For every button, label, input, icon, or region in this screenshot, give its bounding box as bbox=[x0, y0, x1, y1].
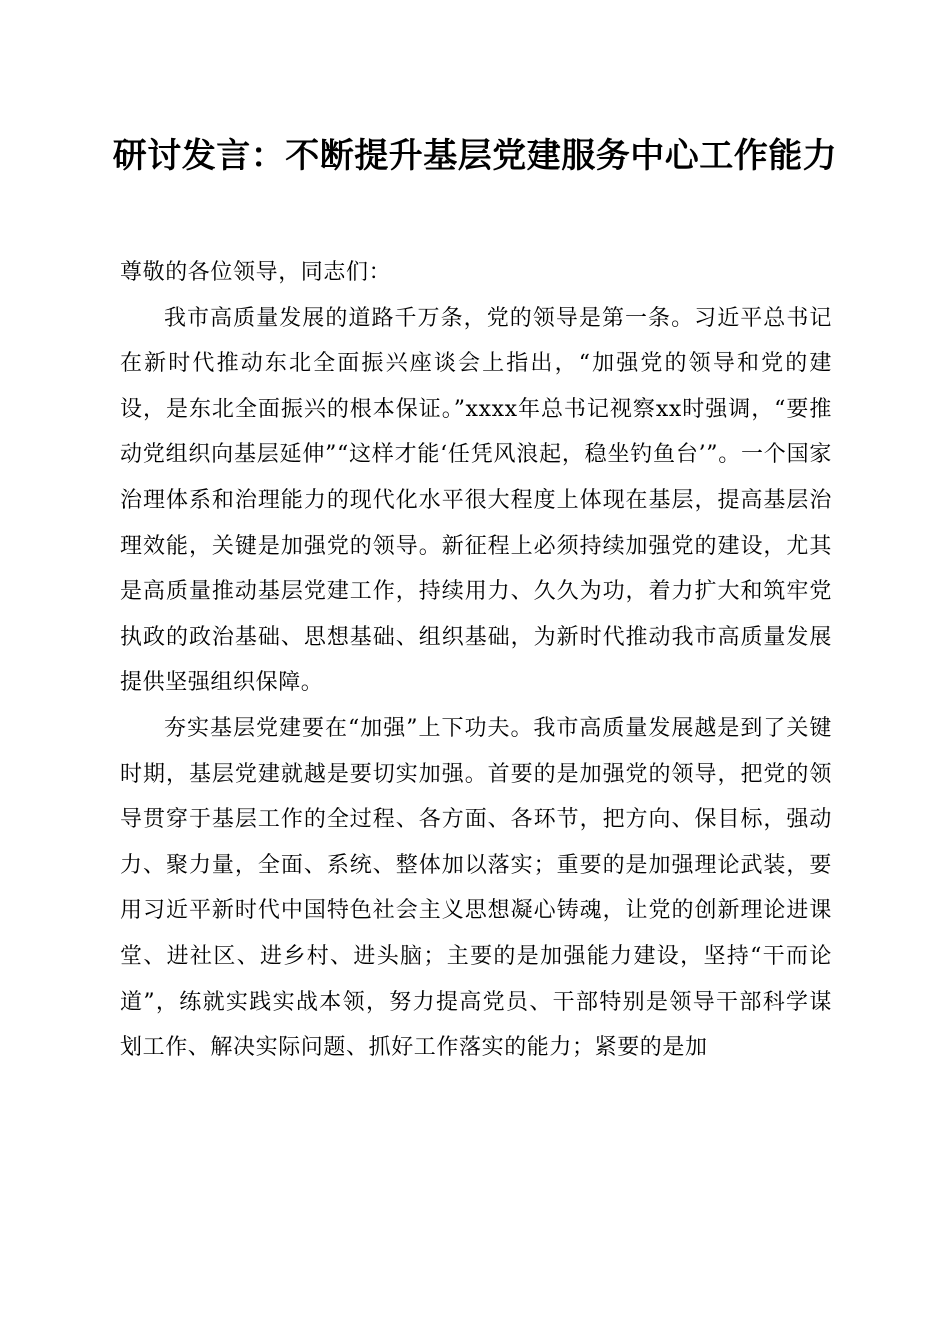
paragraph-1: 我市高质量发展的道路千万条，党的领导是第一条。习近平总书记在新时代推动东北全面振兴座谈会上指出，“加强党的领导和党的建设，是东北全面振兴的根本保证。”xxxx年总书记视察xx时强调，“要推动党组织向基层延伸”“这样才能‘任凭风浪起，稳坐钓鱼台’”。一个国家治理体系和治理能力的现代化水平很大程度上体现在基层，提高基层治理效能，关键是加强党的领导。新征程上必须持续加强党的建设，尤其是高质量推动基层党建工作，持续用力、久久为功，着力扩大和筑牢党执政的政治基础、思想基础、组织基础，为新时代推动我市高质量发展提供坚强组织保障。 bbox=[120, 305, 832, 696]
document-body bbox=[120, 250, 832, 1071]
paragraph-2: 夯实基层党建要在“加强”上下功夫。我市高质量发展越是到了关键时期，基层党建就越是要切实加强。首要的是加强党的领导，把党的领导贯穿于基层工作的全过程、各方面、各环节，把方向、保目标，强动力、聚力量，全面、系统、整体加以落实；重要的是加强理论武装，要用习近平新时代中国特色社会主义思想凝心铸魂，让党的创新理论进课堂、进社区、进乡村、进头脑；主要的是加强能力建设，坚持“干而论道”，练就实践实战本领，努力提高党员、干部特别是领导干部科学谋划工作、解决实际问题、抓好工作落实的能力；紧要的是加 bbox=[120, 715, 832, 1061]
document-title: 研讨发言：不断提升基层党建服务中心工作能力 bbox=[112, 136, 838, 176]
salutation: 尊敬的各位领导，同志们： bbox=[120, 260, 392, 285]
